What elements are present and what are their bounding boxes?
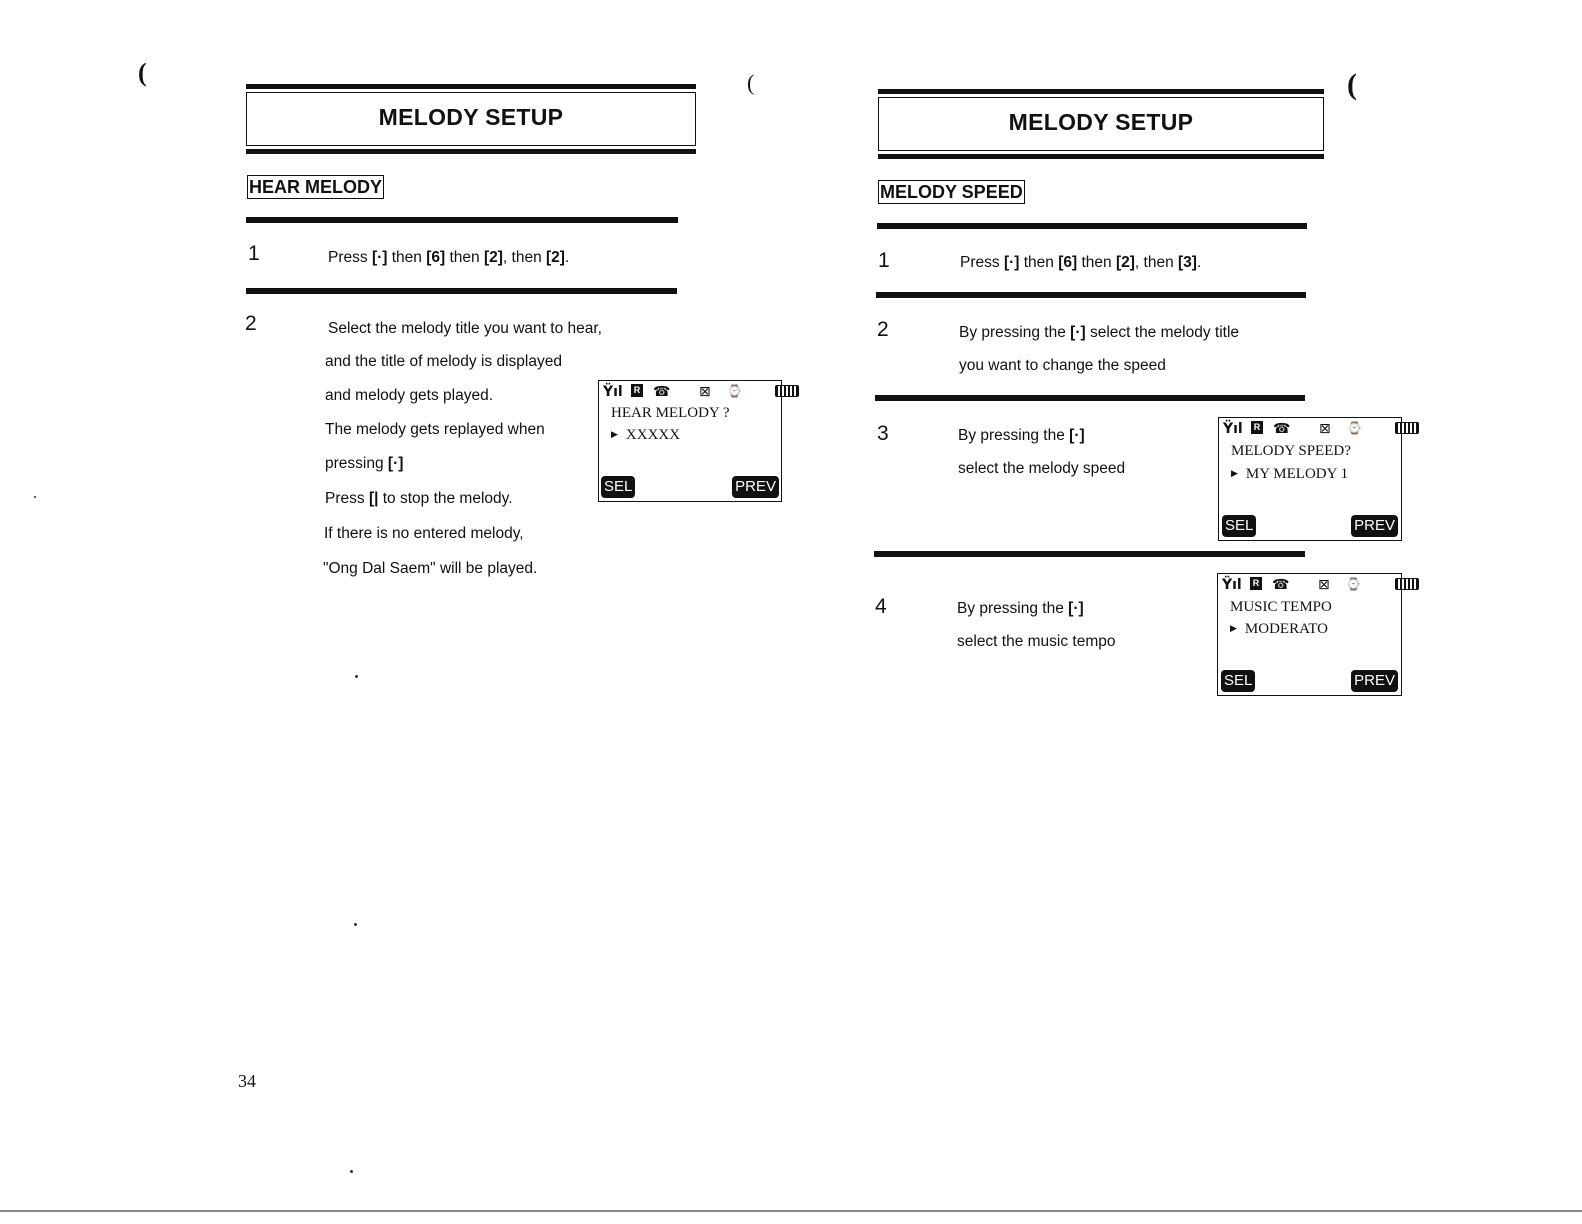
status-bar: Ÿıl R ☎ ⊠ ⌚ (1223, 421, 1395, 437)
screen-line-1: HEAR MELODY ? (611, 405, 730, 421)
message-icon: ⊠ (1318, 577, 1330, 593)
softkey-prev: PREV (1351, 670, 1398, 692)
step-3-line: select the melody speed (958, 460, 1126, 477)
softkey-prev: PREV (1351, 515, 1398, 537)
status-bar: Ÿıl R ☎ ⊠ ⌚ (1222, 577, 1395, 593)
section-label-melody-speed: MELODY SPEED (880, 182, 1023, 202)
step-2-line: and the title of melody is displayed (325, 353, 562, 370)
alarm-icon: ⌚ (1346, 577, 1361, 591)
step-2-line: you want to change the speed (959, 357, 1166, 374)
step-2-line: Select the melody title you want to hear, (328, 320, 602, 337)
step-number: 3 (877, 422, 889, 445)
divider (874, 551, 1305, 557)
softkey-prev: PREV (732, 476, 779, 498)
screen-line-2: ▶ MY MELODY 1 (1231, 466, 1349, 482)
margin-mark: ( (138, 58, 147, 87)
screen-line-1: MUSIC TEMPO (1230, 599, 1332, 615)
step-2-line: If there is no entered melody, (324, 525, 524, 542)
divider (246, 217, 678, 223)
signal-icon: Ÿıl (603, 384, 623, 400)
phone-icon: ☎ (653, 384, 671, 400)
scan-speck (355, 675, 358, 678)
step-number: 4 (875, 595, 887, 618)
page-title: MELODY SETUP (378, 104, 564, 130)
step-3-line: By pressing the [·] (958, 427, 1085, 444)
step-1-instruction: Press [·] then [6] then [2], then [3]. (960, 254, 1202, 271)
scan-speck (350, 1170, 353, 1173)
step-2-line: By pressing the [·] select the melody title (959, 324, 1240, 341)
signal-icon: Ÿıl (1222, 577, 1242, 593)
section-label-hear-melody: HEAR MELODY (249, 177, 383, 197)
scan-edge (0, 1210, 1582, 1212)
step-2-line: and melody gets played. (325, 387, 494, 404)
step-number: 1 (248, 242, 260, 265)
right-page-title-box (878, 89, 1324, 159)
page-title: MELODY SETUP (1008, 109, 1194, 135)
step-1-instruction: Press [·] then [6] then [2], then [2]. (328, 249, 570, 266)
screen-line-2: ▶ MODERATO (1230, 621, 1328, 637)
step-number: 2 (877, 318, 889, 341)
status-bar: Ÿıl R ☎ ⊠ ⌚ (603, 384, 775, 400)
softkey-sel: SEL (1222, 515, 1256, 537)
screen-line-1: MELODY SPEED? (1231, 443, 1351, 459)
divider (875, 395, 1305, 401)
alarm-icon: ⌚ (727, 384, 742, 398)
step-number: 1 (878, 249, 890, 272)
left-page-title-box (246, 84, 696, 154)
screen-line-2: ▶ XXXXX (611, 427, 681, 443)
message-icon: ⊠ (699, 384, 711, 400)
divider (246, 288, 677, 294)
arrow-right-icon: ▶ (611, 429, 618, 439)
scan-speck (34, 496, 36, 498)
divider (877, 223, 1307, 229)
phone-screen-music-tempo (1217, 573, 1402, 696)
scan-speck (354, 923, 357, 926)
step-number: 2 (245, 312, 257, 335)
softkey-sel: SEL (1221, 670, 1255, 692)
divider (876, 292, 1306, 298)
margin-mark: ( (1347, 68, 1357, 101)
step-2-line: "Ong Dal Saem" will be played. (323, 560, 538, 577)
signal-icon: Ÿıl (1223, 421, 1243, 437)
phone-screen-hear-melody (598, 380, 782, 502)
phone-icon: ☎ (1272, 577, 1290, 593)
step-4-line: By pressing the [·] (957, 600, 1084, 617)
alarm-icon: ⌚ (1347, 421, 1362, 435)
arrow-right-icon: ▶ (1231, 468, 1238, 478)
step-4-line: select the music tempo (957, 633, 1116, 650)
softkey-sel: SEL (601, 476, 635, 498)
message-icon: ⊠ (1319, 421, 1331, 437)
margin-mark: ( (747, 70, 755, 95)
phone-screen-melody-speed (1218, 417, 1402, 541)
arrow-right-icon: ▶ (1230, 623, 1237, 633)
step-2-line: Press [| to stop the melody. (325, 490, 513, 507)
page-number: 34 (238, 1071, 256, 1091)
phone-icon: ☎ (1273, 421, 1291, 437)
step-2-line: pressing [·] (325, 455, 404, 472)
step-2-line: The melody gets replayed when (325, 421, 545, 438)
